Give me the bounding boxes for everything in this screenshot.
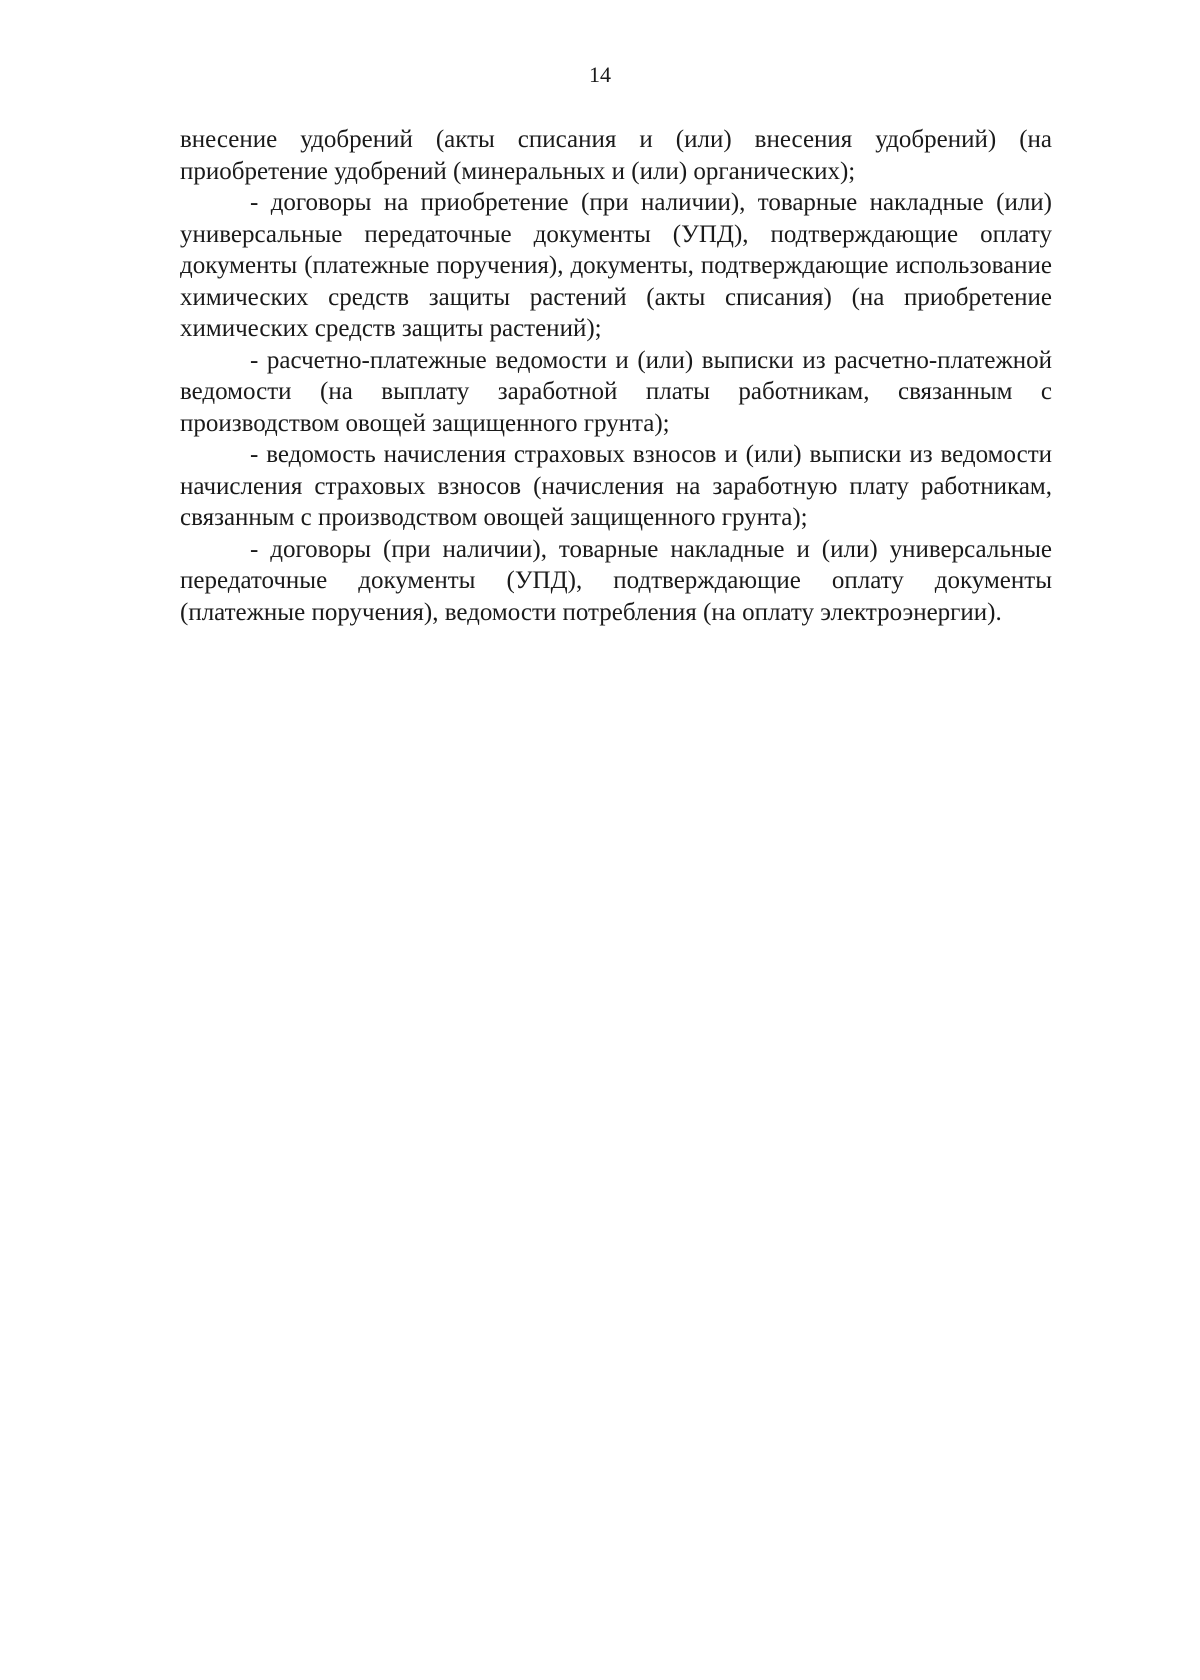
paragraph-insurance-contributions-documents: - ведомость начисления страховых взносов и (или) выписки из ведомости начисления страховых взносов (начисления на заработную плату работникам, связанным с производством овощей защищенного грунта); xyxy=(180,441,1052,531)
paragraph-plant-protection-documents: - договоры на приобретение (при наличии), товарные накладные (или) универсальные передаточные документы (УПД), подтверждающие оплату документы (платежные поручения), документы, подтверждающие использование химических средств защиты растений (акты списания) (на приобретение химических средств защиты растений); xyxy=(180,189,1052,342)
paragraph-payroll-documents: - расчетно-платежные ведомости и (или) выписки из расчетно-платежной ведомости (на выплату заработной платы работникам, связанным с производством овощей защищенного грунта); xyxy=(180,346,1052,437)
document-body xyxy=(180,124,1052,628)
paragraph-fertilizer-documents: внесение удобрений (акты списания и (или) внесения удобрений) (на приобретение удобрений (минеральных и (или) органических); xyxy=(180,126,1052,185)
page-number: 14 xyxy=(589,62,611,87)
paragraph-electricity-documents: - договоры (при наличии), товарные накладные и (или) универсальные передаточные документы (УПД), подтверждающие оплату документы (платежные поручения), ведомости потребления (на оплату электроэнергии). xyxy=(180,535,1052,626)
